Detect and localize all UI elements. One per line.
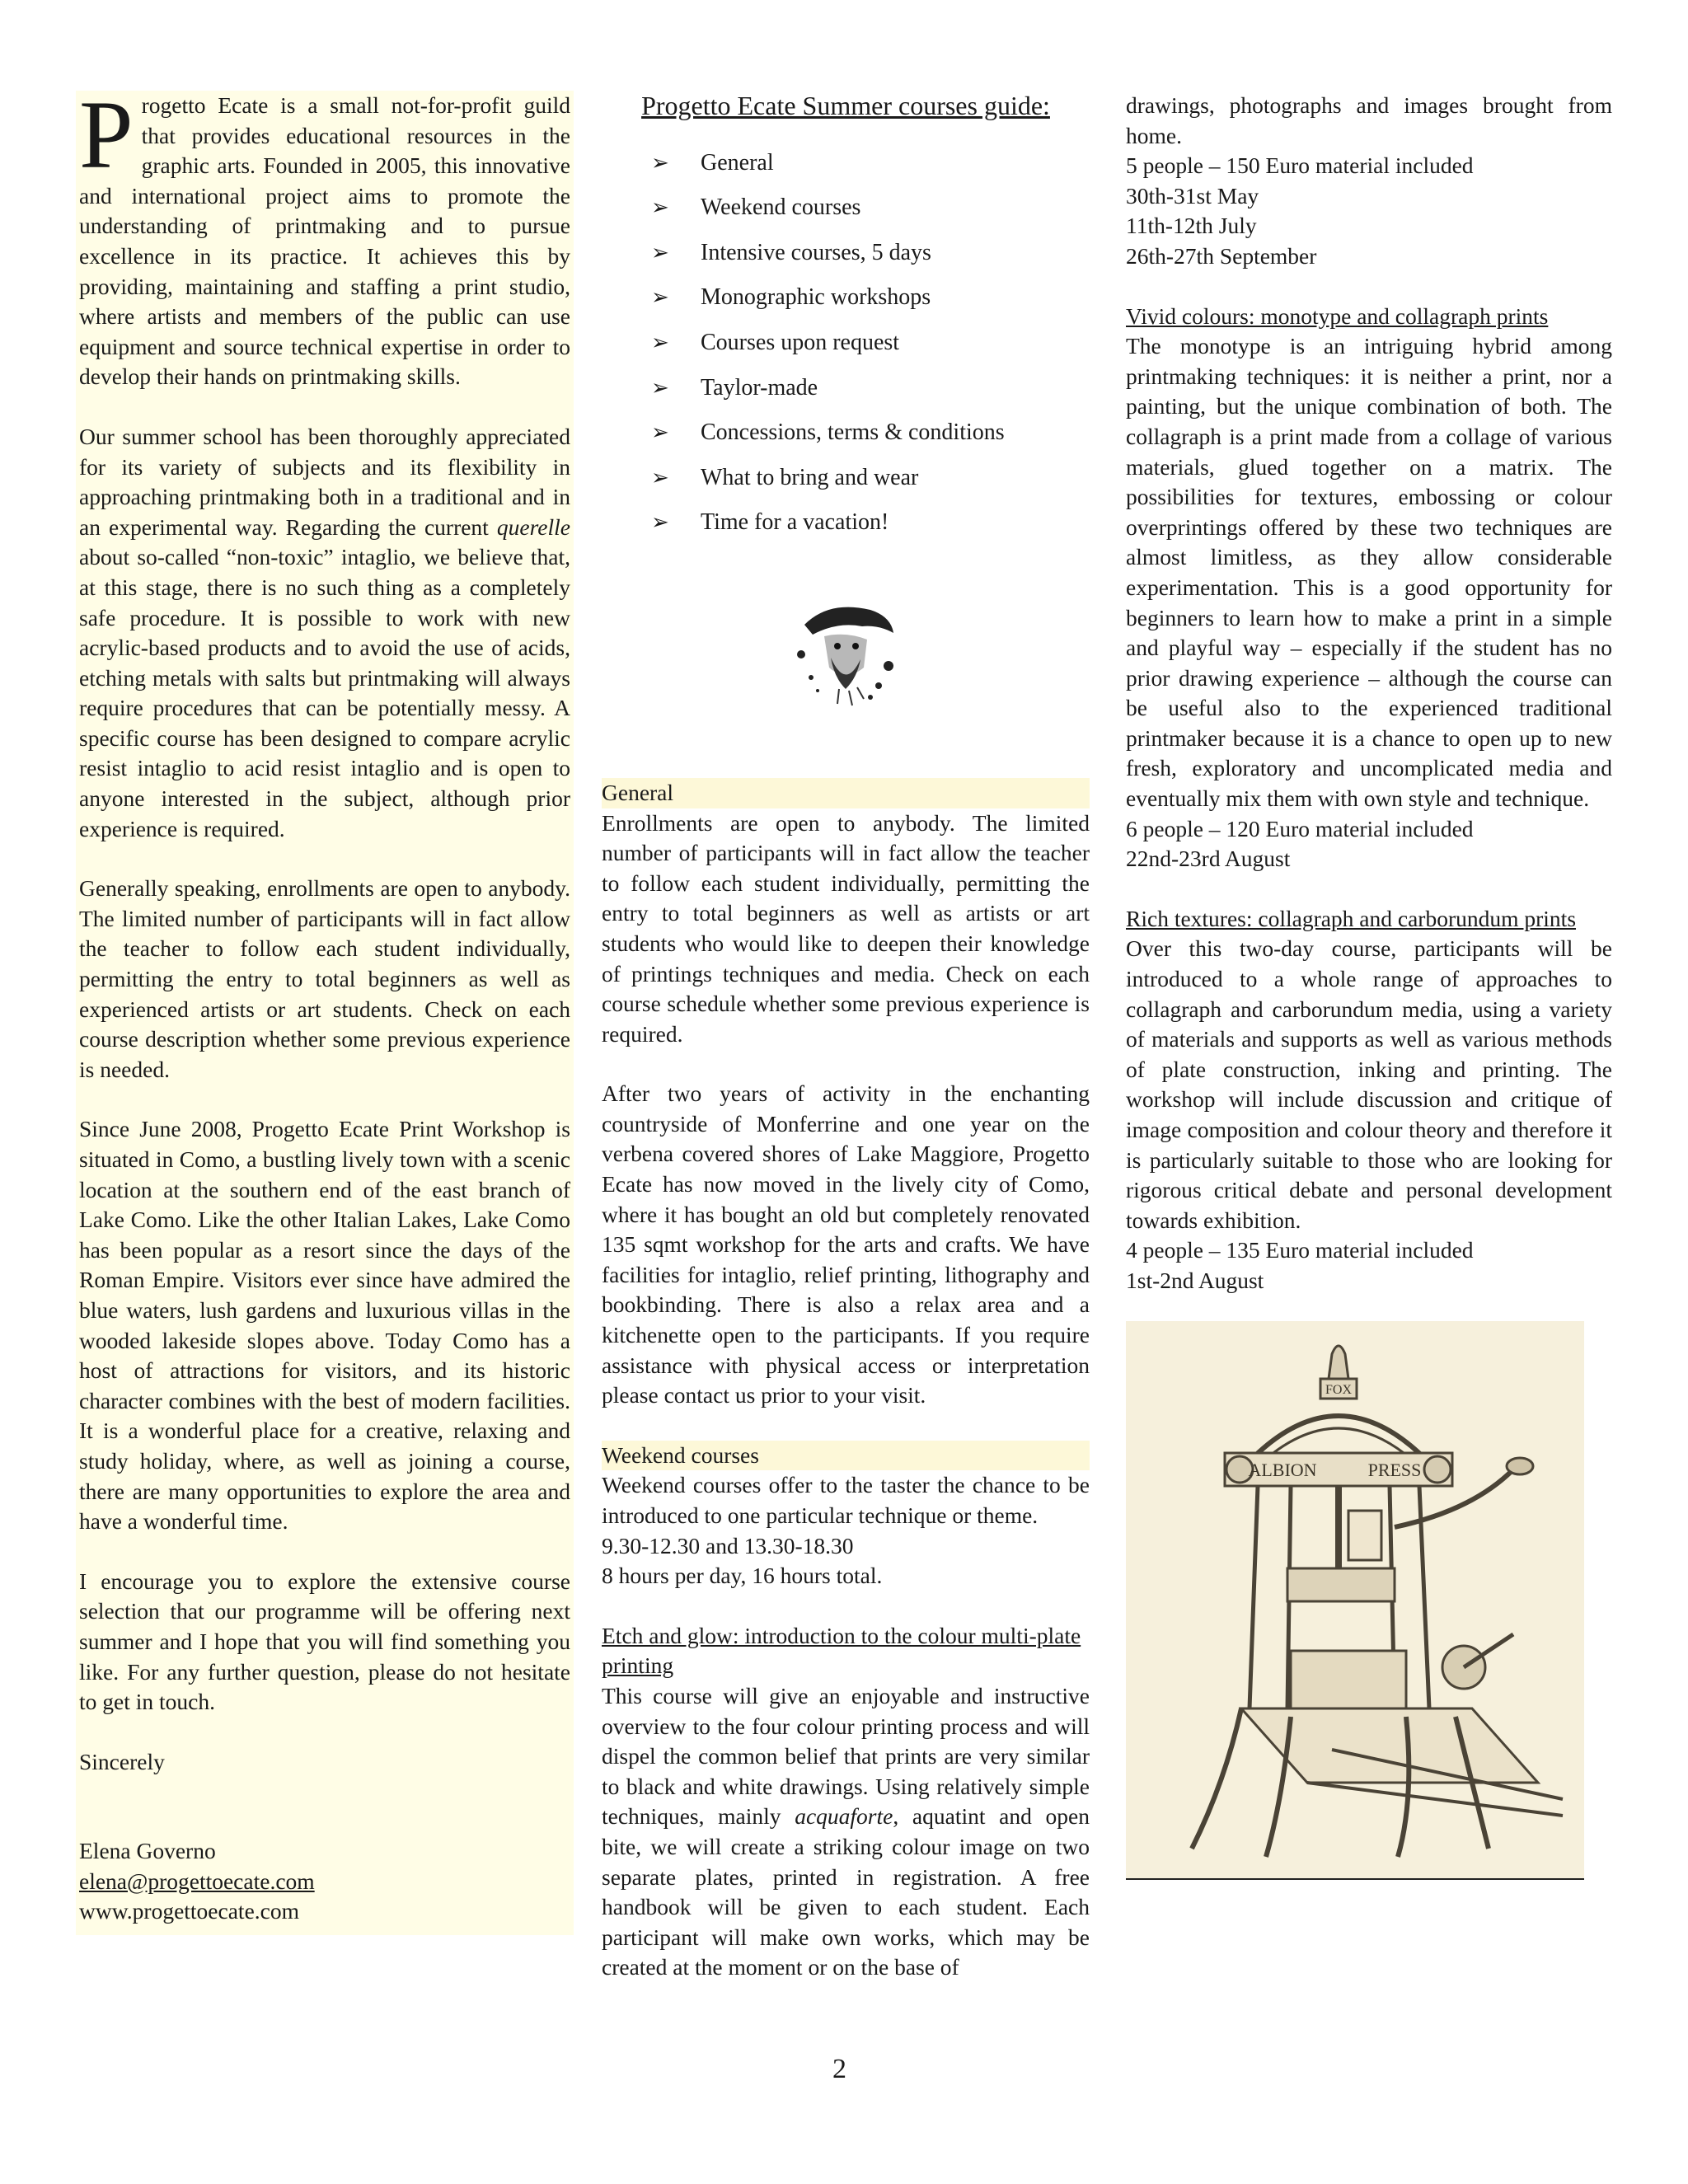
- weekend-heading: Weekend courses: [602, 1441, 1090, 1471]
- toc-label: What to bring and wear: [701, 464, 919, 490]
- toc-label: Monographic workshops: [701, 284, 931, 311]
- intro-text: rogetto Ecate is a small not-for-profit guild that provides educational resources in the graphic arts. Founded in 2005, this innovative and international project aims to promote the understanding of printmaking and to pursue excellence in its practice. It achieves this by providing, maintaining and staffing a print studio, where artists and members of the public can use equipment and source technical expertise in order to develop their hands on printmaking skills.: [79, 92, 570, 390]
- general-text: Enrollments are open to anybody. The limited number of participants will in fact allow the teacher to follow each student individually, permitting the entry to total beginners as well as artists or art students who would like to deepen their knowledge of printings techniques and media. Check on each course schedule whether some previous experience is required.: [602, 809, 1090, 1047]
- arrow-bullet-icon: ➢: [651, 465, 669, 490]
- toc-item[interactable]: [651, 500, 1090, 546]
- acquaforte-word: acquaforte: [795, 1803, 893, 1830]
- toc-label: Courses upon request: [701, 329, 900, 355]
- etch-date: 11th-12th July: [1126, 213, 1257, 239]
- toc-label: Weekend courses: [701, 194, 861, 221]
- arrow-bullet-icon: ➢: [651, 375, 669, 401]
- etch-heading: Etch and glow: introduction to the colour multi-plate printing: [602, 1622, 1081, 1679]
- rich-price: 4 people – 135 Euro material included: [1126, 1237, 1474, 1263]
- arrow-bullet-icon: ➢: [651, 285, 669, 311]
- p2-text-b: about so-called “non-toxic” intaglio, we believe that, at this stage, there is no such thing as a completely safe procedure. It is possible to work with new acrylic-based products and to avoid the use of acids, etching metals with salts but printmaking will always require procedures that can be potentially messy. A specific course has been designed to compare acrylic resist intaglio to acid resist intaglio and is open to anyone interested in the subject, although prior experience is required.: [79, 544, 570, 841]
- querelle-word: querelle: [496, 513, 570, 540]
- vivid-heading: Vivid colours: monotype and collagraph prints: [1126, 302, 1549, 329]
- toc-item[interactable]: [651, 456, 1090, 501]
- toc-item[interactable]: [651, 366, 1090, 411]
- toc-item[interactable]: [651, 410, 1090, 456]
- toc-item[interactable]: [651, 185, 1090, 231]
- toc-item[interactable]: [651, 275, 1090, 321]
- ink-portrait-image: [788, 592, 903, 707]
- vivid-price: 6 people – 120 Euro material included: [1126, 815, 1474, 841]
- arrow-bullet-icon: ➢: [651, 330, 669, 355]
- p2-text-a: Our summer school has been thoroughly appreciated for its variety of subjects and its flexibility in approaching printmaking both in a traditional and in an experimental way. Regarding the current: [79, 423, 570, 540]
- arrow-bullet-icon: ➢: [651, 150, 669, 176]
- toc-label: Intensive courses, 5 days: [701, 239, 931, 265]
- drop-cap: P: [79, 81, 134, 189]
- toc-item[interactable]: [651, 231, 1090, 276]
- press-label-left: ALBION: [1248, 1459, 1317, 1480]
- arrow-bullet-icon: ➢: [651, 195, 669, 221]
- vivid-dates: 22nd-23rd August: [1126, 846, 1291, 872]
- guide-column: [602, 91, 1090, 1983]
- intro-paragraph: [79, 81, 570, 392]
- como-paragraph: Since June 2008, Progetto Ecate Print Workshop is situated in Como, a bustling lively town with a scenic location at the southern end of the east branch of Lake Como. Like the other Italian Lakes, Lake Como has been popular as a resort since the days of the Roman Empire. Visitors ever since have admired the blue waters, lush gardens and luxurious villas in the wooded lakeside slopes above. Today Como has a host of attractions for visitors, and its historic character combines with the best of modern facilities. It is a wonderful place for a creative, relaxing and study holiday, where, as well as joining a course, there are many opportunities to explore the area and have a wonderful time.: [79, 1116, 570, 1535]
- toc-label: Taylor-made: [701, 374, 818, 401]
- arrow-bullet-icon: ➢: [651, 240, 669, 265]
- toc-label: Time for a vacation!: [701, 509, 889, 536]
- weekend-hours: 9.30-12.30 and 13.30-18.30: [602, 1532, 854, 1558]
- weekend-text: Weekend courses offer to the taster the chance to be introduced to one particular technique or theme.: [602, 1472, 1090, 1528]
- toc-label: Concessions, terms & conditions: [701, 419, 1005, 446]
- etch-date: 30th-31st May: [1126, 182, 1259, 209]
- etch-text-a: This course will give an enjoyable and instructive overview to the four colour printing process and will dispel the common belief that prints are very similar to black and white drawings. Using relatively simple techniques, mainly: [602, 1682, 1090, 1830]
- albion-press-image: [1126, 1321, 1584, 1880]
- etch-text-b: , aquatint and open bite, we will create a striking colour image on two separate plates, printed in registration. A free handbook will be given to each student. Each participant will make own works, which may be created at the moment or on the base of: [602, 1803, 1090, 1980]
- website-link[interactable]: www.progettoecate.com: [79, 1898, 299, 1924]
- invite-paragraph: I encourage you to explore the extensive course selection that our programme will be offering next summer and I hope that you will find something you like. For any further question, please do not hesitate to get in touch.: [79, 1568, 570, 1715]
- general-heading: General: [602, 778, 1090, 808]
- press-label-right: PRESS: [1367, 1459, 1422, 1480]
- etch-text: [602, 1681, 1090, 1983]
- toc-label: General: [701, 149, 774, 176]
- closing: Sincerely: [79, 1748, 165, 1774]
- rich-text: Over this two-day course, participants will be introduced to a whole range of approaches to collagraph and carborundum media, using a variety of materials and supports as well as various methods of plate construction, inking and printing. The workshop will include discussion and critique of image composition and colour theory and therefore it is particularly suitable to those who are looking for rigorous critical debate and personal development towards exhibition.: [1126, 935, 1612, 1233]
- guide-title: Progetto Ecate Summer courses guide:: [641, 91, 1050, 120]
- press-crown-text: FOX: [1325, 1382, 1353, 1397]
- arrow-bullet-icon: ➢: [651, 510, 669, 536]
- intro-column: [76, 81, 574, 1935]
- rich-heading: Rich textures: collagraph and carborundum prints: [1126, 905, 1577, 931]
- toc-list: [651, 141, 1090, 546]
- toc-item[interactable]: [651, 321, 1090, 366]
- arrow-bullet-icon: ➢: [651, 420, 669, 446]
- vivid-text: The monotype is an intriguing hybrid among printmaking techniques: it is neither a print, nor a painting, but the unique combination of both. The collagraph is a print made from a collage of various materials, glued together on a matrix. The possibilities for textures, embossing or colour overprintings offered by these two techniques are almost limitless, as they allow considerable experimentation. This is a good opportunity for beginners to learn how to make a print in a simple and playful way – especially if the student has no prior drawing experience – although the course can be useful also to the experienced traditional printmaker because it is a chance to open up to new fresh, exploratory and uncomplicated media and eventually mix them with own style and technique.: [1126, 333, 1612, 812]
- toc-item[interactable]: [651, 141, 1090, 186]
- etch-date: 26th-27th September: [1126, 242, 1317, 269]
- summer-school-paragraph: [79, 422, 570, 844]
- page-number: 2: [832, 2054, 846, 2084]
- enrollment-paragraph: Generally speaking, enrollments are open to anybody. The limited number of participants will in fact allow the teacher to follow each student individually, permitting the entry to total beginners as well as experienced artists or art students. Check on each course description whether some previous experience is needed.: [79, 875, 570, 1082]
- general-text-2: After two years of activity in the enchanting countryside of Monferrine and one year on the verbena covered shores of Lake Maggiore, Progetto Ecate has now moved in the lively city of Como, where it has bought an old but completely renovated 135 sqmt workshop for the arts and crafts. We have facilities for intaglio, relief printing, lithography and bookbinding. There is also a relax area and a kitchenette open to the participants. If you require assistance with physical access or interpretation please contact us prior to your visit.: [602, 1080, 1090, 1408]
- weekend-total: 8 hours per day, 16 hours total.: [602, 1563, 883, 1589]
- courses-column: [1126, 91, 1612, 1880]
- rich-dates: 1st-2nd August: [1126, 1267, 1264, 1293]
- email-link[interactable]: elena@progettoecate.com: [79, 1868, 315, 1894]
- etch-price: 5 people – 150 Euro material included: [1126, 152, 1474, 179]
- etch-continued: drawings, photographs and images brought from home.: [1126, 92, 1612, 148]
- signature-name: Elena Governo: [79, 1838, 216, 1864]
